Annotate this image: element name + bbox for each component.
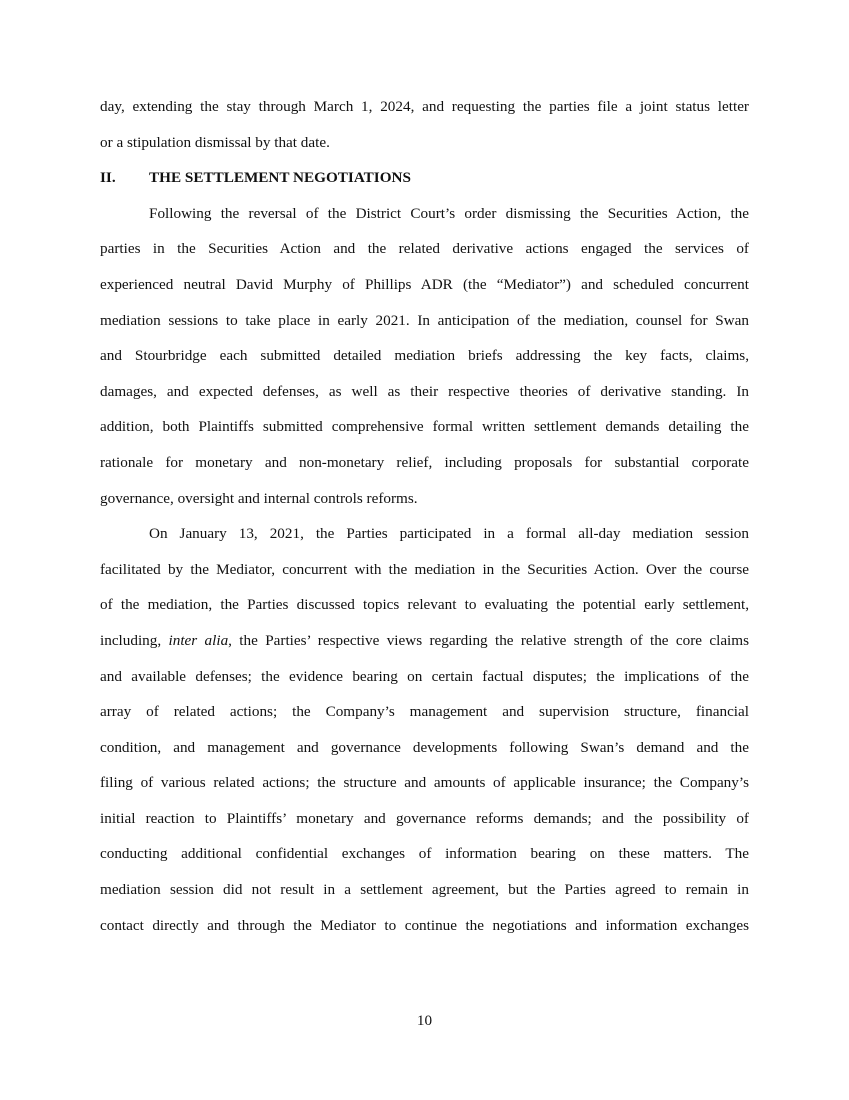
body-text-line: filing of various related actions; the structure and amounts of applicable insurance; the Company’s [100,774,749,792]
body-text-line: conducting additional confidential exchanges of information bearing on these matters. The [100,845,749,863]
body-text-line: On January 13, 2021, the Parties participated in a formal all-day mediation session [149,525,749,543]
body-text-line: array of related actions; the Company’s management and supervision structure, financial [100,703,749,721]
body-text-line: facilitated by the Mediator, concurrent with the mediation in the Securities Action. Over the course [100,560,749,578]
section-number: II. [100,169,116,187]
section-heading [100,160,749,196]
body-text-line: mediation sessions to take place in early 2021. In anticipation of the mediation, counsel for Swan [100,311,749,329]
body-text-line: of the mediation, the Parties discussed topics relevant to evaluating the potential early settlement, [100,596,749,614]
document-page [100,89,749,943]
body-text-line [100,623,749,659]
paragraph-settlement-background [100,196,749,516]
body-text-line: rationale for monetary and non-monetary relief, including proposals for substantial corporate [100,453,749,471]
body-text-line: addition, both Plaintiffs submitted comprehensive formal written settlement demands detailing the [100,418,749,436]
text-segment: including, [100,631,169,649]
body-text-line: experienced neutral David Murphy of Phillips ADR (the “Mediator”) and scheduled concurrent [100,275,749,293]
section-title: THE SETTLEMENT NEGOTIATIONS [149,169,411,187]
body-text-line: parties in the Securities Action and the related derivative actions engaged the services of [100,240,749,258]
body-text-line: Following the reversal of the District Court’s order dismissing the Securities Action, the [149,204,749,222]
body-text-line: day, extending the stay through March 1, 2024, and requesting the parties file a joint status letter [100,98,749,115]
page-number: 10 [416,1012,433,1029]
body-text-line: and available defenses; the evidence bearing on certain factual disputes; the implications of the [100,667,749,685]
body-text-line: or a stipulation dismissal by that date. [100,133,330,151]
body-text-line: condition, and management and governance developments following Swan’s demand and the [100,738,749,756]
body-text-line: and Stourbridge each submitted detailed mediation briefs addressing the key facts, claims, [100,347,749,365]
paragraph-mediation-session [100,516,749,943]
body-text-line: governance, oversight and internal controls reforms. [100,489,418,507]
italic-latin-term: inter alia [168,631,229,649]
body-text-line: mediation session did not result in a settlement agreement, but the Parties agreed to remain in [100,881,749,899]
body-text-line: initial reaction to Plaintiffs’ monetary and governance reforms demands; and the possibility of [100,809,749,827]
body-text-line: contact directly and through the Mediator to continue the negotiations and information exchanges [100,916,749,934]
body-text-line: damages, and expected defenses, as well as their respective theories of derivative standing. In [100,382,749,400]
text-segment: , the Parties’ respective views regarding the relative strength of the core claims [228,631,750,649]
